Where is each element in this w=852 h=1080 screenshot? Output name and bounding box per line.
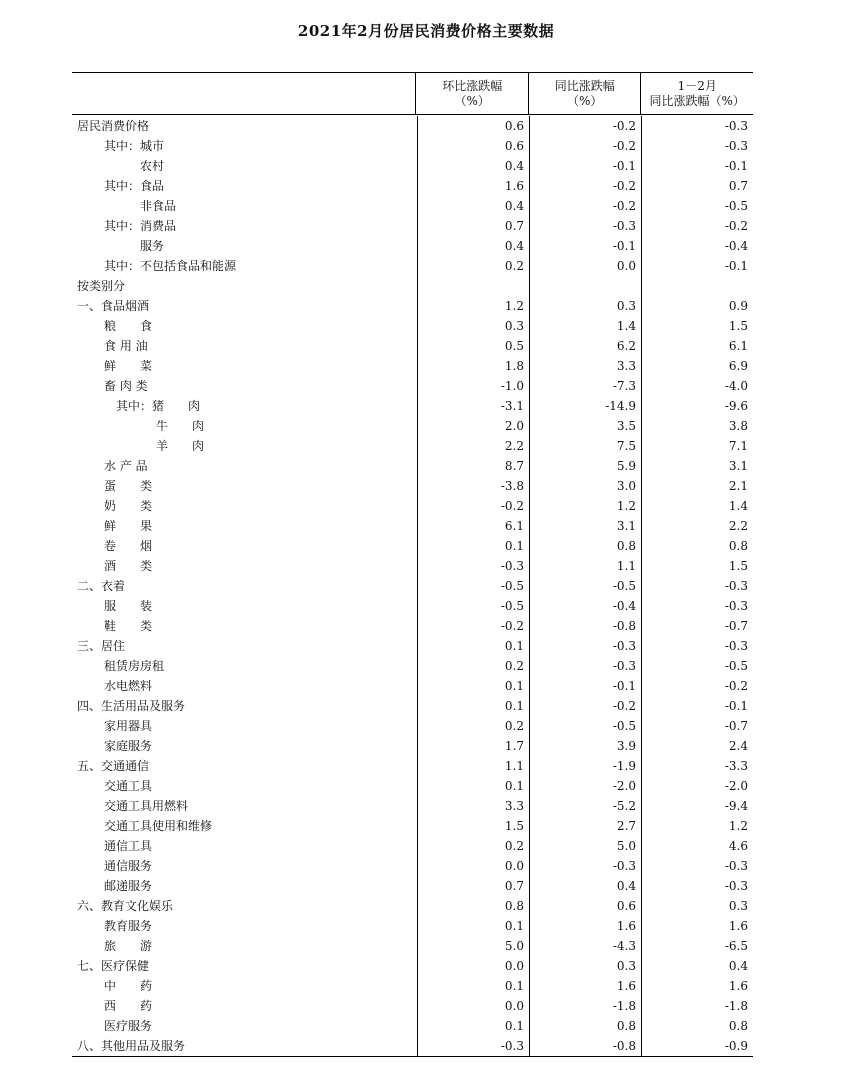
mom-value: 0.3 bbox=[417, 316, 529, 336]
yoy-value: -0.2 bbox=[529, 136, 641, 156]
yoy-value: -7.3 bbox=[529, 376, 641, 396]
ytd-value: -0.3 bbox=[641, 876, 753, 896]
table-row bbox=[72, 136, 753, 156]
table-row bbox=[72, 576, 753, 596]
ytd-value: 0.7 bbox=[641, 176, 753, 196]
row-label: 鲜 菜 bbox=[104, 359, 153, 373]
mom-value: -0.3 bbox=[417, 556, 529, 576]
ytd-value: 0.8 bbox=[641, 1016, 753, 1036]
yoy-value: -0.3 bbox=[529, 856, 641, 876]
row-label: 其中：城市 bbox=[104, 139, 165, 153]
table-row bbox=[72, 496, 753, 516]
row-label: 牛 肉 bbox=[156, 419, 205, 433]
table-row bbox=[72, 176, 753, 196]
table-row bbox=[72, 876, 753, 896]
table-row bbox=[72, 776, 753, 796]
row-label: 六、教育文化娱乐 bbox=[77, 899, 174, 913]
yoy-value: -0.3 bbox=[529, 656, 641, 676]
mom-value: -1.0 bbox=[417, 376, 529, 396]
row-label: 粮 食 bbox=[104, 319, 153, 333]
row-label: 鞋 类 bbox=[104, 619, 153, 633]
ytd-value: -9.6 bbox=[641, 396, 753, 416]
row-label: 交通工具用燃料 bbox=[104, 799, 189, 813]
table-row bbox=[72, 356, 753, 376]
mom-value: 1.7 bbox=[417, 736, 529, 756]
yoy-value: -0.2 bbox=[529, 696, 641, 716]
ytd-value: -3.3 bbox=[641, 756, 753, 776]
mom-value: 0.1 bbox=[417, 536, 529, 556]
yoy-value: 1.4 bbox=[529, 316, 641, 336]
mom-value: 0.1 bbox=[417, 776, 529, 796]
table-row bbox=[72, 436, 753, 456]
table-row bbox=[72, 416, 753, 436]
table-row bbox=[72, 1016, 753, 1036]
mom-value: 0.1 bbox=[417, 696, 529, 716]
table-row bbox=[72, 736, 753, 756]
row-label: 居民消费价格 bbox=[77, 119, 150, 133]
ytd-value: -0.4 bbox=[641, 236, 753, 256]
table-row bbox=[72, 556, 753, 576]
table-row bbox=[72, 976, 753, 996]
ytd-value: 7.1 bbox=[641, 436, 753, 456]
header-yoy-line2: （%） bbox=[567, 93, 603, 108]
ytd-value: -1.8 bbox=[641, 996, 753, 1016]
mom-value: 6.1 bbox=[417, 516, 529, 536]
mom-value: 0.4 bbox=[417, 196, 529, 216]
yoy-value: -0.3 bbox=[529, 636, 641, 656]
header-mom-line1: 环比涨跌幅 bbox=[442, 78, 503, 93]
table-row bbox=[72, 1036, 753, 1056]
ytd-value: -0.7 bbox=[641, 616, 753, 636]
row-label: 交通工具 bbox=[104, 779, 153, 793]
header-mom-line2: （%） bbox=[454, 93, 490, 108]
row-label: 通信工具 bbox=[104, 839, 153, 853]
row-label: 其中：猪 肉 bbox=[116, 399, 201, 413]
yoy-value: -0.2 bbox=[529, 196, 641, 216]
table-row bbox=[72, 116, 753, 136]
row-label: 家庭服务 bbox=[104, 739, 153, 753]
yoy-value: -0.8 bbox=[529, 1036, 641, 1056]
ytd-value: 1.2 bbox=[641, 816, 753, 836]
mom-value: 0.1 bbox=[417, 1016, 529, 1036]
table-row bbox=[72, 696, 753, 716]
table-row bbox=[72, 216, 753, 236]
yoy-value: -5.2 bbox=[529, 796, 641, 816]
header-ytd bbox=[640, 73, 753, 114]
mom-value: 0.2 bbox=[417, 656, 529, 676]
ytd-value: -0.7 bbox=[641, 716, 753, 736]
table-row bbox=[72, 616, 753, 636]
yoy-value: -0.2 bbox=[529, 176, 641, 196]
ytd-value: -0.3 bbox=[641, 576, 753, 596]
yoy-value: 0.8 bbox=[529, 1016, 641, 1036]
yoy-value: 3.1 bbox=[529, 516, 641, 536]
mom-value: -0.5 bbox=[417, 596, 529, 616]
yoy-value: -0.1 bbox=[529, 676, 641, 696]
ytd-value: -0.2 bbox=[641, 216, 753, 236]
row-label: 中 药 bbox=[104, 979, 153, 993]
mom-value bbox=[417, 276, 529, 296]
yoy-value: -0.8 bbox=[529, 616, 641, 636]
mom-value: -0.5 bbox=[417, 576, 529, 596]
ytd-value: -0.1 bbox=[641, 156, 753, 176]
table-row bbox=[72, 256, 753, 276]
row-label: 农村 bbox=[140, 159, 165, 173]
table-body bbox=[72, 115, 753, 1056]
mom-value: 0.1 bbox=[417, 636, 529, 656]
ytd-value: 6.1 bbox=[641, 336, 753, 356]
ytd-value: -0.3 bbox=[641, 596, 753, 616]
yoy-value: 7.5 bbox=[529, 436, 641, 456]
header-yoy bbox=[528, 73, 641, 114]
yoy-value: -14.9 bbox=[529, 396, 641, 416]
table-row bbox=[72, 816, 753, 836]
row-label: 邮递服务 bbox=[104, 879, 153, 893]
mom-value: 1.1 bbox=[417, 756, 529, 776]
table-row bbox=[72, 656, 753, 676]
row-label: 八、其他用品及服务 bbox=[77, 1039, 186, 1053]
row-label: 奶 类 bbox=[104, 499, 153, 513]
table-row bbox=[72, 676, 753, 696]
row-label: 五、交通通信 bbox=[77, 759, 150, 773]
mom-value: 0.2 bbox=[417, 256, 529, 276]
table-row bbox=[72, 896, 753, 916]
row-label: 交通工具使用和维修 bbox=[104, 819, 213, 833]
row-label: 羊 肉 bbox=[156, 439, 205, 453]
ytd-value: -6.5 bbox=[641, 936, 753, 956]
table-row bbox=[72, 196, 753, 216]
ytd-value: -0.3 bbox=[641, 116, 753, 136]
mom-value: 0.2 bbox=[417, 716, 529, 736]
row-label: 酒 类 bbox=[104, 559, 153, 573]
ytd-value: 1.5 bbox=[641, 556, 753, 576]
yoy-value: -0.4 bbox=[529, 596, 641, 616]
ytd-value: -9.4 bbox=[641, 796, 753, 816]
ytd-value: -0.5 bbox=[641, 196, 753, 216]
ytd-value: -0.2 bbox=[641, 676, 753, 696]
row-label: 水 产 品 bbox=[104, 459, 148, 473]
ytd-value: -0.1 bbox=[641, 696, 753, 716]
mom-value: -0.2 bbox=[417, 616, 529, 636]
mom-value: -0.3 bbox=[417, 1036, 529, 1056]
table-row bbox=[72, 516, 753, 536]
table-row bbox=[72, 336, 753, 356]
yoy-value: 1.6 bbox=[529, 916, 641, 936]
table-row bbox=[72, 296, 753, 316]
ytd-value: 3.1 bbox=[641, 456, 753, 476]
mom-value: -3.8 bbox=[417, 476, 529, 496]
mom-value: 0.1 bbox=[417, 976, 529, 996]
ytd-value: -0.3 bbox=[641, 856, 753, 876]
header-ytd-line2: 同比涨跌幅（%） bbox=[649, 93, 745, 108]
row-label: 教育服务 bbox=[104, 919, 153, 933]
row-label: 蛋 类 bbox=[104, 479, 153, 493]
table-row bbox=[72, 996, 753, 1016]
yoy-value: -2.0 bbox=[529, 776, 641, 796]
mom-value: 0.4 bbox=[417, 156, 529, 176]
mom-value: 5.0 bbox=[417, 936, 529, 956]
ytd-value: 2.1 bbox=[641, 476, 753, 496]
row-label: 鲜 果 bbox=[104, 519, 153, 533]
mom-value: 2.0 bbox=[417, 416, 529, 436]
row-label: 一、食品烟酒 bbox=[77, 299, 150, 313]
ytd-value: 2.4 bbox=[641, 736, 753, 756]
mom-value: 1.5 bbox=[417, 816, 529, 836]
page-title: 2021年2月份居民消费价格主要数据 bbox=[297, 22, 555, 40]
ytd-value: -4.0 bbox=[641, 376, 753, 396]
row-label: 畜 肉 类 bbox=[104, 379, 148, 393]
row-label: 其中：消费品 bbox=[104, 219, 177, 233]
yoy-value: 3.5 bbox=[529, 416, 641, 436]
row-label: 租赁房房租 bbox=[104, 659, 165, 673]
table-row bbox=[72, 856, 753, 876]
table-row bbox=[72, 636, 753, 656]
header-label-column bbox=[72, 73, 415, 114]
table-row bbox=[72, 236, 753, 256]
row-label: 非食品 bbox=[140, 199, 177, 213]
mom-value: 0.0 bbox=[417, 956, 529, 976]
table-row bbox=[72, 716, 753, 736]
table-header bbox=[72, 73, 753, 115]
ytd-value: 0.4 bbox=[641, 956, 753, 976]
yoy-value: 0.3 bbox=[529, 296, 641, 316]
table-row bbox=[72, 796, 753, 816]
mom-value: 0.1 bbox=[417, 676, 529, 696]
row-label: 其中：不包括食品和能源 bbox=[104, 259, 237, 273]
mom-value: 8.7 bbox=[417, 456, 529, 476]
mom-value: 1.2 bbox=[417, 296, 529, 316]
ytd-value: 1.5 bbox=[641, 316, 753, 336]
yoy-value: -0.2 bbox=[529, 116, 641, 136]
ytd-value: -0.3 bbox=[641, 636, 753, 656]
ytd-value: -0.3 bbox=[641, 136, 753, 156]
yoy-value: 2.7 bbox=[529, 816, 641, 836]
table-row bbox=[72, 156, 753, 176]
mom-value: 1.6 bbox=[417, 176, 529, 196]
ytd-value: -2.0 bbox=[641, 776, 753, 796]
yoy-value: 3.3 bbox=[529, 356, 641, 376]
table-row bbox=[72, 596, 753, 616]
yoy-value: 6.2 bbox=[529, 336, 641, 356]
yoy-value: 5.9 bbox=[529, 456, 641, 476]
yoy-value: -1.9 bbox=[529, 756, 641, 776]
mom-value: 3.3 bbox=[417, 796, 529, 816]
ytd-value: 6.9 bbox=[641, 356, 753, 376]
ytd-value: 4.6 bbox=[641, 836, 753, 856]
row-label: 医疗服务 bbox=[104, 1019, 153, 1033]
yoy-value: 0.8 bbox=[529, 536, 641, 556]
table-row bbox=[72, 916, 753, 936]
mom-value: 0.7 bbox=[417, 876, 529, 896]
table-row bbox=[72, 276, 753, 296]
ytd-value: -0.9 bbox=[641, 1036, 753, 1056]
yoy-value: -0.1 bbox=[529, 236, 641, 256]
yoy-value: 3.9 bbox=[529, 736, 641, 756]
row-label: 西 药 bbox=[104, 999, 153, 1013]
yoy-value: -0.3 bbox=[529, 216, 641, 236]
table-row bbox=[72, 956, 753, 976]
yoy-value: 5.0 bbox=[529, 836, 641, 856]
row-label: 七、医疗保健 bbox=[77, 959, 150, 973]
yoy-value: 1.2 bbox=[529, 496, 641, 516]
mom-value: 0.0 bbox=[417, 996, 529, 1016]
mom-value: 0.0 bbox=[417, 856, 529, 876]
table-row bbox=[72, 836, 753, 856]
ytd-value: 1.6 bbox=[641, 976, 753, 996]
yoy-value: -1.8 bbox=[529, 996, 641, 1016]
mom-value: 0.7 bbox=[417, 216, 529, 236]
mom-value: 0.2 bbox=[417, 836, 529, 856]
row-label: 服 装 bbox=[104, 599, 153, 613]
yoy-value: 1.1 bbox=[529, 556, 641, 576]
yoy-value: -0.1 bbox=[529, 156, 641, 176]
yoy-value: 0.0 bbox=[529, 256, 641, 276]
yoy-value: -0.5 bbox=[529, 576, 641, 596]
mom-value: 0.5 bbox=[417, 336, 529, 356]
row-label: 家用器具 bbox=[104, 719, 153, 733]
ytd-value: 1.6 bbox=[641, 916, 753, 936]
header-yoy-line1: 同比涨跌幅 bbox=[554, 78, 615, 93]
mom-value: 0.4 bbox=[417, 236, 529, 256]
ytd-value: 3.8 bbox=[641, 416, 753, 436]
row-label: 三、居住 bbox=[77, 639, 126, 653]
yoy-value: 0.4 bbox=[529, 876, 641, 896]
table-row bbox=[72, 456, 753, 476]
table-row bbox=[72, 376, 753, 396]
row-label: 食 用 油 bbox=[104, 339, 148, 353]
mom-value: 0.6 bbox=[417, 116, 529, 136]
table-row bbox=[72, 536, 753, 556]
row-label: 服务 bbox=[140, 239, 165, 253]
ytd-value: 2.2 bbox=[641, 516, 753, 536]
ytd-value: 0.8 bbox=[641, 536, 753, 556]
row-label: 按类别分 bbox=[77, 279, 126, 293]
ytd-value: 0.3 bbox=[641, 896, 753, 916]
row-label: 水电燃料 bbox=[104, 679, 153, 693]
row-label: 通信服务 bbox=[104, 859, 153, 873]
yoy-value: 0.6 bbox=[529, 896, 641, 916]
mom-value: 2.2 bbox=[417, 436, 529, 456]
table-row bbox=[72, 396, 753, 416]
mom-value: 0.8 bbox=[417, 896, 529, 916]
yoy-value: -0.5 bbox=[529, 716, 641, 736]
header-ytd-line1: 1－2月 bbox=[677, 78, 717, 93]
ytd-value: 1.4 bbox=[641, 496, 753, 516]
mom-value: -3.1 bbox=[417, 396, 529, 416]
yoy-value: 3.0 bbox=[529, 476, 641, 496]
table-row bbox=[72, 936, 753, 956]
ytd-value: -0.5 bbox=[641, 656, 753, 676]
table-row bbox=[72, 316, 753, 336]
cpi-table bbox=[72, 72, 753, 1057]
ytd-value: 0.9 bbox=[641, 296, 753, 316]
yoy-value bbox=[529, 276, 641, 296]
row-label: 二、衣着 bbox=[77, 579, 126, 593]
table-row bbox=[72, 756, 753, 776]
mom-value: -0.2 bbox=[417, 496, 529, 516]
row-label: 旅 游 bbox=[104, 939, 153, 953]
row-label: 其中：食品 bbox=[104, 179, 165, 193]
yoy-value: -4.3 bbox=[529, 936, 641, 956]
yoy-value: 1.6 bbox=[529, 976, 641, 996]
row-label: 卷 烟 bbox=[104, 539, 153, 553]
ytd-value bbox=[641, 276, 753, 296]
header-mom bbox=[415, 73, 528, 114]
mom-value: 0.6 bbox=[417, 136, 529, 156]
table-row bbox=[72, 476, 753, 496]
ytd-value: -0.1 bbox=[641, 256, 753, 276]
mom-value: 0.1 bbox=[417, 916, 529, 936]
yoy-value: 0.3 bbox=[529, 956, 641, 976]
mom-value: 1.8 bbox=[417, 356, 529, 376]
row-label: 四、生活用品及服务 bbox=[77, 699, 186, 713]
